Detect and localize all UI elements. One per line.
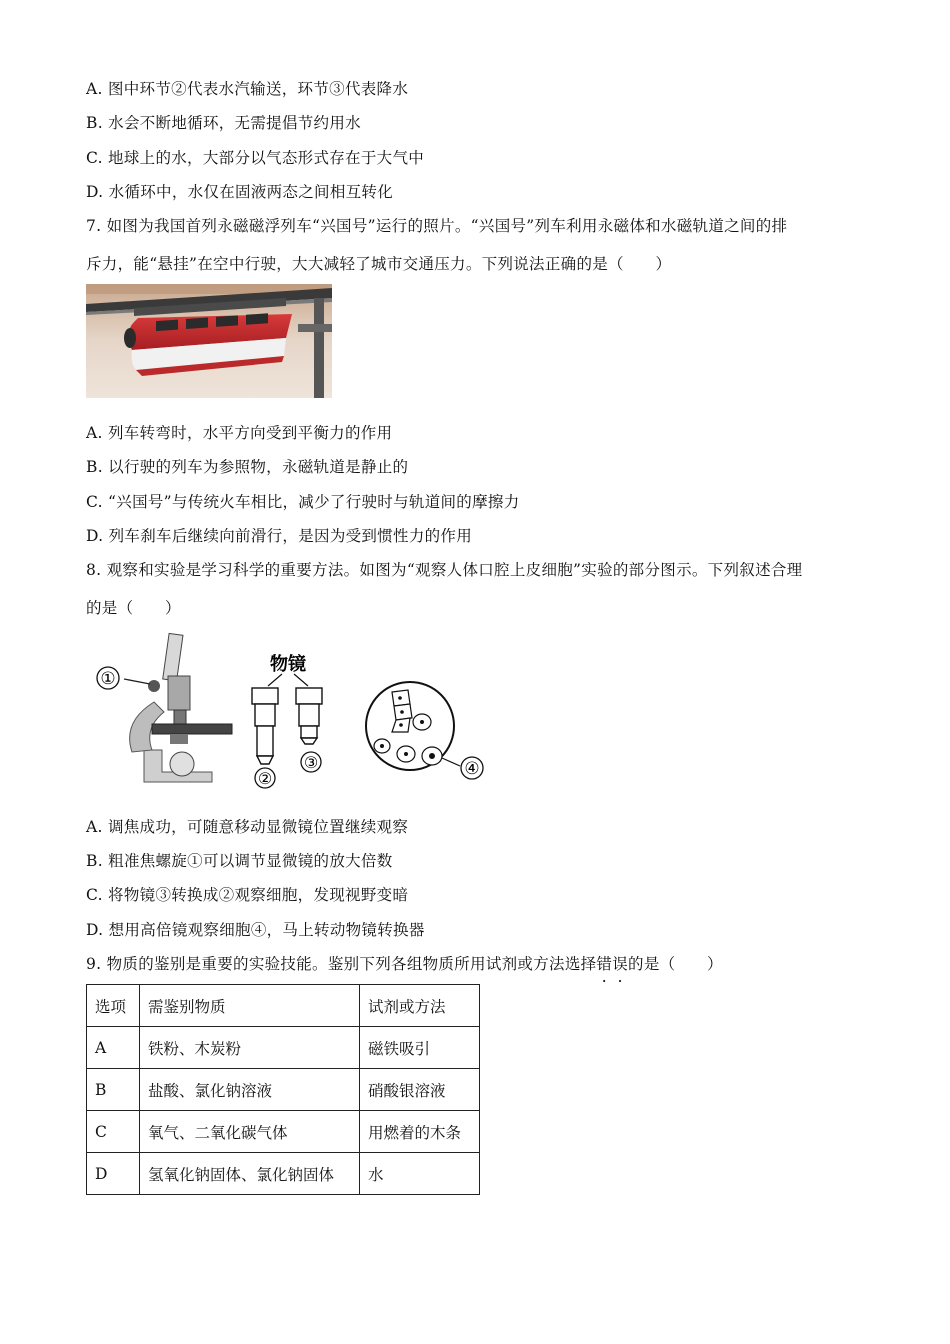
q6-option-c: C. 地球上的水，大部分以气态形式存在于大气中 <box>86 149 425 167</box>
q8-option-c: C. 将物镜③转换成②观察细胞，发现视野变暗 <box>86 886 409 904</box>
table-header-cell: 需鉴别物质 <box>140 985 360 1027</box>
q6-option-a: A. 图中环节②代表水汽输送，环节③代表降水 <box>86 80 409 98</box>
q9-stem-post: 的是（ ） <box>628 955 723 973</box>
q7-stem-line2: 斥力，能“悬挂”在空中行驶，大大减轻了城市交通压力。下列说法正确的是（ ） <box>86 255 672 273</box>
table-cell: D <box>87 1153 140 1195</box>
objective-long <box>252 688 278 764</box>
table-header-cell: 选项 <box>87 985 140 1027</box>
table-cell: 铁粉、木炭粉 <box>140 1027 360 1069</box>
table-cell: 氧气、二氧化碳气体 <box>140 1111 360 1153</box>
microscope-drawing <box>124 633 232 782</box>
table-row <box>87 1027 480 1069</box>
figure-label-4: ④ <box>464 759 480 779</box>
field-of-view <box>366 682 460 770</box>
figure-label-1: ① <box>100 669 116 689</box>
q6-option-b: B. 水会不断地循环，无需提倡节约用水 <box>86 114 361 132</box>
table-header-cell: 试剂或方法 <box>360 985 480 1027</box>
table-cell: B <box>87 1069 140 1111</box>
table-cell: 硝酸银溶液 <box>360 1069 480 1111</box>
q9-stem-emphasis-1: 错 <box>596 955 613 973</box>
q7-option-c: C. “兴国号”与传统火车相比，减少了行驶时与轨道间的摩擦力 <box>86 493 520 511</box>
maglev-train-photo <box>86 284 332 398</box>
figure-label-2: ② <box>257 769 273 788</box>
q6-option-d: D. 水循环中，水仅在固液两态之间相互转化 <box>86 183 394 201</box>
q7-option-b: B. 以行驶的列车为参照物，永磁轨道是静止的 <box>86 458 409 476</box>
q9-stem <box>86 952 723 974</box>
table-row <box>87 1153 480 1195</box>
q9-stem-pre: 9. 物质的鉴别是重要的实验技能。鉴别下列各组物质所用试剂或方法选择 <box>86 955 597 973</box>
table-header-row <box>87 985 480 1027</box>
table-row <box>87 1111 480 1153</box>
q8-stem-line1: 8. 观察和实验是学习科学的重要方法。如图为“观察人体口腔上皮细胞”实验的部分图示。下列叙述合理 <box>86 561 803 579</box>
table-cell: 氢氧化钠固体、氯化钠固体 <box>140 1153 360 1195</box>
table-cell: C <box>87 1111 140 1153</box>
table-cell: A <box>87 1027 140 1069</box>
table-cell: 水 <box>360 1153 480 1195</box>
q7-stem-line1: 7. 如图为我国首列永磁磁浮列车“兴国号”运行的照片。“兴国号”列车利用永磁体和水磁轨道之间的排 <box>86 217 788 235</box>
microscope-figure <box>92 632 492 792</box>
table-row <box>87 1069 480 1111</box>
q7-option-a: A. 列车转弯时，水平方向受到平衡力的作用 <box>86 424 393 442</box>
table-cell: 用燃着的木条 <box>360 1111 480 1153</box>
figure-label-3: ③ <box>303 753 319 772</box>
q8-option-a: A. 调焦成功，可随意移动显微镜位置继续观察 <box>86 818 409 836</box>
q8-option-d: D. 想用高倍镜观察细胞④，马上转动物镜转换器 <box>86 921 425 939</box>
table-cell: 磁铁吸引 <box>360 1027 480 1069</box>
q8-stem-line2: 的是（ ） <box>86 599 181 617</box>
objective-label: 物镜 <box>270 654 306 675</box>
objective-short <box>296 688 322 744</box>
q9-table <box>86 984 480 1195</box>
q8-option-b: B. 粗准焦螺旋①可以调节显微镜的放大倍数 <box>86 852 393 870</box>
table-cell: 盐酸、氯化钠溶液 <box>140 1069 360 1111</box>
q9-stem-emphasis-2: 误 <box>612 955 629 973</box>
q7-option-d: D. 列车刹车后继续向前滑行，是因为受到惯性力的作用 <box>86 527 473 545</box>
